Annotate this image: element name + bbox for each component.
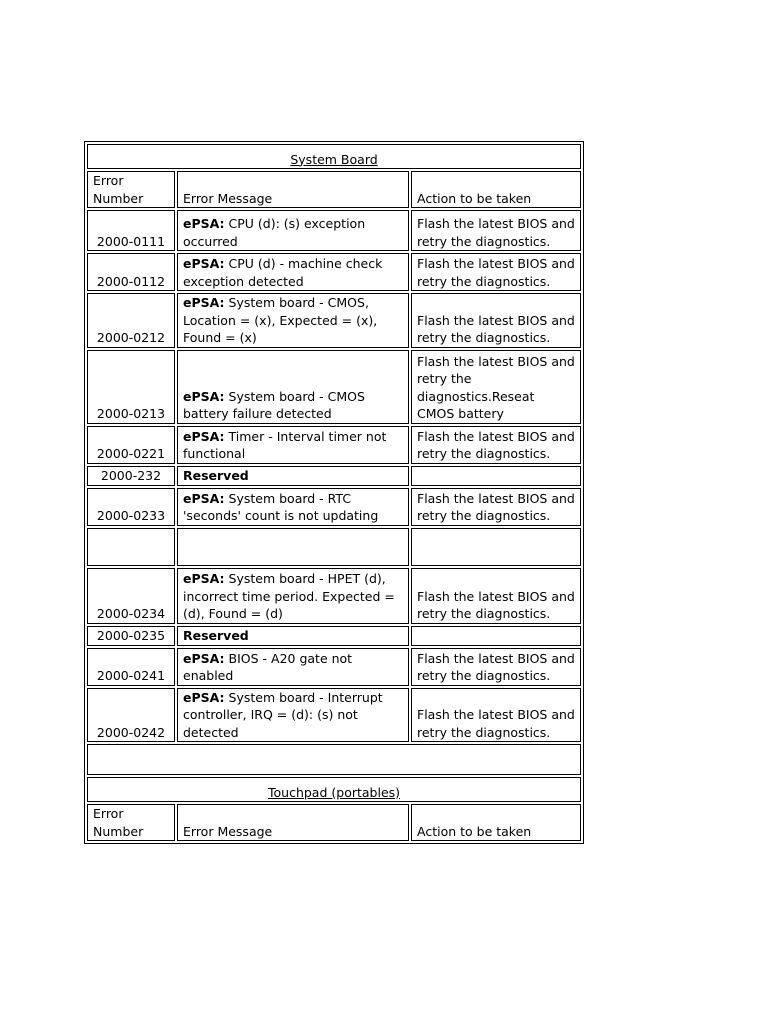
table-row [87, 648, 581, 686]
epsa-prefix: ePSA: [183, 428, 225, 444]
table-row [87, 426, 581, 464]
epsa-prefix: ePSA: [183, 388, 225, 404]
error-number: 2000-0234 [87, 568, 175, 624]
table-row [87, 466, 581, 486]
header-row [87, 171, 581, 208]
error-action: Flash the latest BIOS and retry the diagnostics. [411, 210, 581, 251]
table-row [87, 626, 581, 646]
error-message-text: BIOS - A20 gate not enabled [183, 650, 353, 683]
error-number: 2000-0235 [87, 626, 175, 646]
epsa-prefix: ePSA: [183, 650, 225, 666]
error-action-empty [411, 626, 581, 646]
table-row [87, 210, 581, 251]
error-message [177, 568, 409, 624]
error-message-text: System board - HPET (d), incorrect time period. Expected = (d), Found = (d) [183, 571, 395, 621]
epsa-prefix: ePSA: [183, 490, 225, 506]
error-message [177, 293, 409, 348]
error-message-text: Timer - Interval timer not functional [183, 428, 387, 461]
table-row [87, 253, 581, 291]
epsa-prefix: ePSA: [183, 256, 225, 271]
header-error-number: Error Number [87, 804, 175, 841]
error-message [177, 488, 409, 526]
error-action: Flash the latest BIOS and retry the diagnostics. [411, 293, 581, 348]
error-action: Flash the latest BIOS and retry the diagnostics. [411, 688, 581, 743]
error-action: Flash the latest BIOS and retry the diagnostics. [411, 253, 581, 291]
error-message-text: System board - CMOS, Location = (x), Expected = (x), Found = (x) [183, 295, 378, 345]
error-number: 2000-0233 [87, 488, 175, 526]
error-number: 2000-0112 [87, 253, 175, 291]
error-action: Flash the latest BIOS and retry the diagnostics. [411, 648, 581, 686]
reserved-label: Reserved [177, 626, 409, 646]
table-row [87, 488, 581, 526]
header-action: Action to be taken [411, 804, 581, 841]
error-number: 2000-0213 [87, 350, 175, 424]
header-error-number: Error Number [87, 171, 175, 208]
error-message-text: System board - CMOS battery failure detected [183, 388, 365, 421]
error-number: 2000-0221 [87, 426, 175, 464]
error-number: 2000-0111 [87, 210, 175, 251]
error-message-text: CPU (d): (s) exception occurred [183, 216, 366, 249]
spacer-cell [87, 744, 581, 775]
error-message-text: System board - RTC 'seconds' count is not updating [183, 490, 379, 523]
error-message [177, 253, 409, 291]
section-title: Touchpad (portables) [87, 777, 581, 802]
table-row [87, 688, 581, 743]
epsa-prefix: ePSA: [183, 295, 225, 310]
error-action-empty [411, 466, 581, 486]
section-title-row [87, 144, 581, 169]
error-message [177, 648, 409, 686]
spacer-row [87, 744, 581, 775]
error-action: Flash the latest BIOS and retry the diagnostics. [411, 426, 581, 464]
empty-row [87, 528, 581, 566]
empty-cell [87, 528, 175, 566]
error-number: 2000-0242 [87, 688, 175, 743]
epsa-prefix: ePSA: [183, 216, 225, 231]
error-message-text: CPU (d) - machine check exception detected [183, 256, 383, 289]
section-title-row [87, 777, 581, 802]
table-row [87, 293, 581, 348]
empty-cell [411, 528, 581, 566]
header-error-message: Error Message [177, 171, 409, 208]
table-row [87, 350, 581, 424]
header-action: Action to be taken [411, 171, 581, 208]
error-message [177, 426, 409, 464]
error-code-table [84, 141, 584, 844]
error-message [177, 350, 409, 424]
error-message-text: System board - Interrupt controller, IRQ = (d): (s) not detected [183, 689, 383, 740]
epsa-prefix: ePSA: [183, 571, 225, 586]
header-error-message: Error Message [177, 804, 409, 841]
error-message [177, 688, 409, 743]
error-action: Flash the latest BIOS and retry the diagnostics. [411, 568, 581, 624]
error-action: Flash the latest BIOS and retry the diagnostics. [411, 488, 581, 526]
header-row [87, 804, 581, 841]
reserved-label: Reserved [177, 466, 409, 486]
section-title: System Board [87, 144, 581, 169]
table-row [87, 568, 581, 624]
error-number: 2000-232 [87, 466, 175, 486]
error-number: 2000-0241 [87, 648, 175, 686]
error-message [177, 210, 409, 251]
epsa-prefix: ePSA: [183, 689, 225, 705]
empty-cell [177, 528, 409, 566]
error-action: Flash the latest BIOS and retry the diagnostics.Reseat CMOS battery [411, 350, 581, 424]
error-number: 2000-0212 [87, 293, 175, 348]
